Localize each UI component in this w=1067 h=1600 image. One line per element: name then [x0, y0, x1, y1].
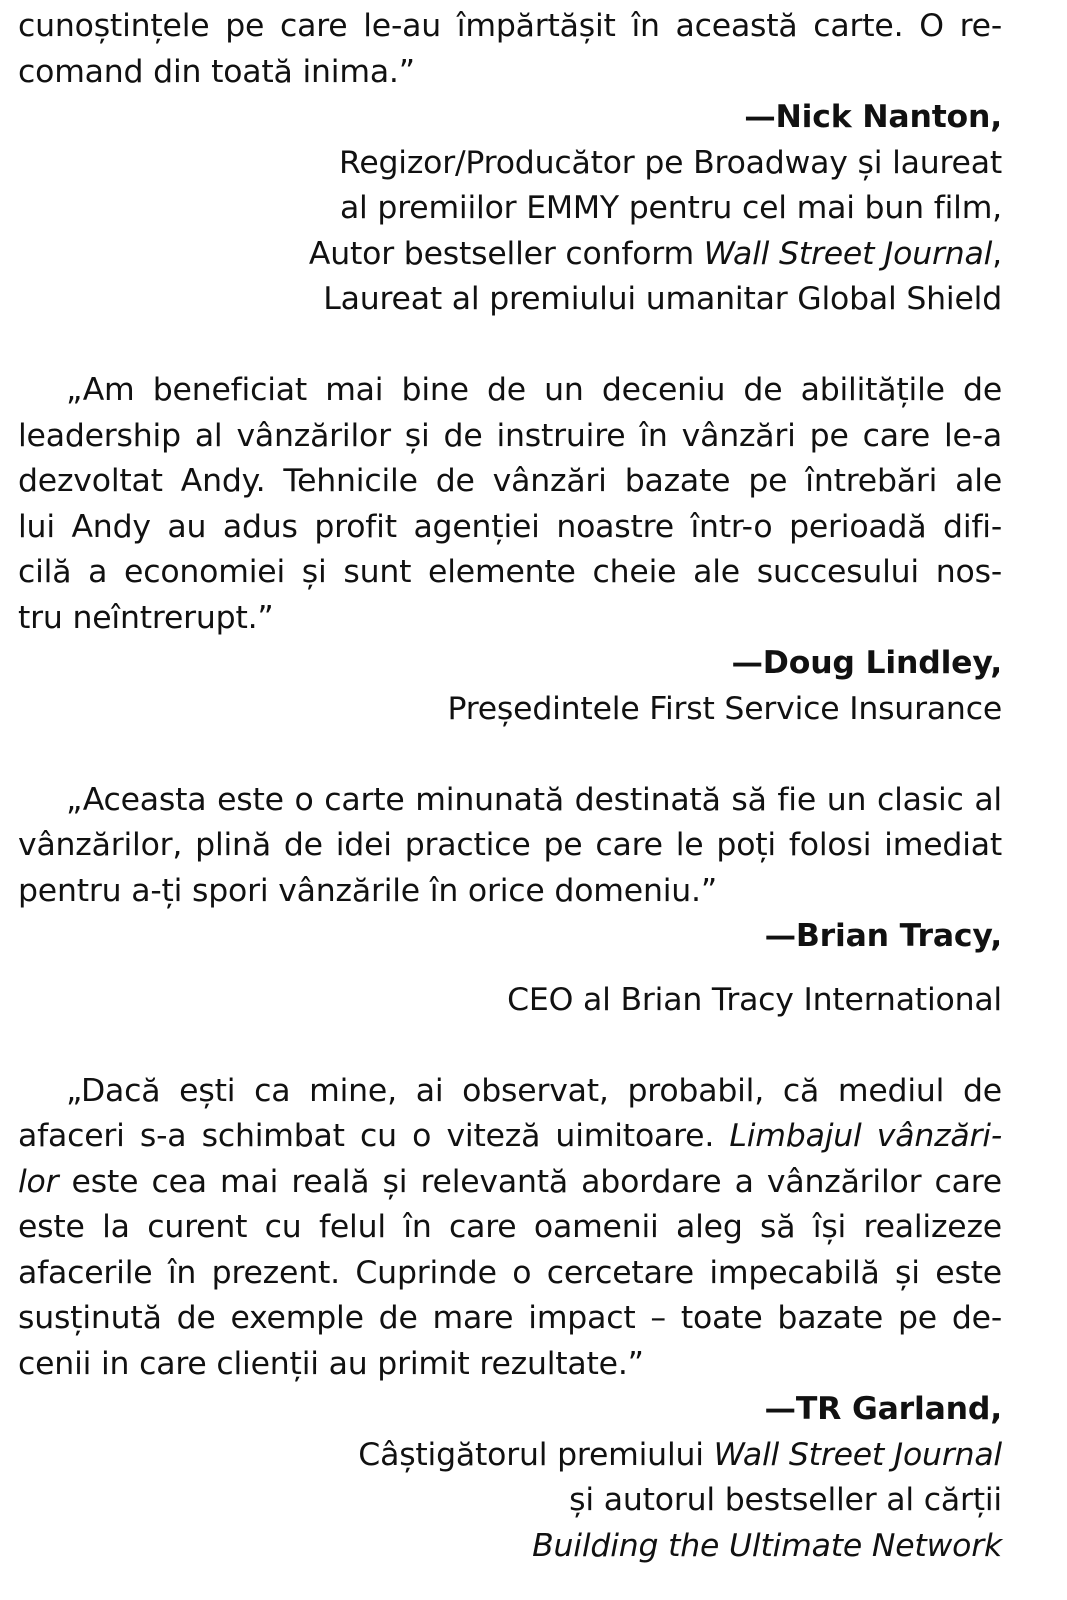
body-line: cenii in care clienții au primit rezultate.”: [18, 1345, 644, 1382]
body-line: comand din toată inima.”: [18, 53, 415, 90]
endorser-name: —TR Garland,: [764, 1391, 1002, 1427]
body-line: cunoștințele pe care le-au împărtășit în această carte. O re-: [18, 8, 1002, 44]
body-line: vânzărilor, plină de idei practice pe care le poți folosi imediat: [18, 827, 1002, 863]
endorser-title-line: Laureat al premiului umanitar Global Shield: [323, 281, 1002, 317]
body-line: lui Andy au adus profit agenției noastre într-o perioadă difi-: [18, 508, 1002, 545]
body-line: dezvoltat Andy. Tehnicile de vânzări bazate pe întrebări ale: [18, 463, 1002, 499]
endorser-title-line: al premiilor EMMY pentru cel mai bun film,: [339, 190, 1002, 226]
endorser-name: —Doug Lindley,: [731, 645, 1002, 681]
endorser-name: —Brian Tracy,: [764, 918, 1002, 954]
body-line: cilă a economiei și sunt elemente cheie ale succesului nos-: [18, 554, 1002, 590]
body-line: pentru a-ți spori vânzările în orice domeniu.”: [18, 872, 717, 909]
endorser-title-line: Building the Ultimate Network: [532, 1527, 1002, 1564]
body-line: este la curent cu felul în care oamenii aleg să își realizeze: [18, 1209, 1002, 1245]
endorser-title-line: Câștigătorul premiului Wall Street Journal: [358, 1436, 1002, 1473]
body-line: „Aceasta este o carte minunată destinată să fie un clasic al: [66, 781, 1002, 818]
body-line: susținută de exemple de mare impact – toate bazate pe de-: [18, 1300, 1002, 1336]
body-line: leadership al vânzărilor și de instruire în vânzări pe care le-a: [18, 417, 1002, 454]
body-line: „Am beneficiat mai bine de un deceniu de abilitățile de: [66, 372, 1002, 408]
body-line: afaceri s-a schimbat cu o viteză uimitoare. Limbajul vânzări-: [18, 1118, 1002, 1154]
endorser-title-line: și autorul bestseller al cărții: [569, 1482, 1002, 1518]
endorser-title-line: Președintele First Service Insurance: [447, 690, 1002, 727]
body-line: tru neîntrerupt.”: [18, 599, 274, 636]
body-line: lor este cea mai reală și relevantă abordare a vânzărilor care: [18, 1163, 1002, 1200]
document-page: [18, 0, 1002, 1569]
endorser-title-line: Regizor/Producător pe Broadway și laureat: [339, 144, 1002, 181]
body-line: „Dacă ești ca mine, ai observat, probabil, că mediul de: [66, 1072, 1002, 1109]
endorser-title-line: CEO al Brian Tracy International: [507, 981, 1002, 1018]
body-line: afacerile în prezent. Cuprinde o cercetare impecabilă și este: [18, 1254, 1002, 1291]
endorser-name: —Nick Nanton,: [744, 99, 1002, 135]
endorser-title-line: Autor bestseller conform Wall Street Journal,: [308, 235, 1002, 272]
